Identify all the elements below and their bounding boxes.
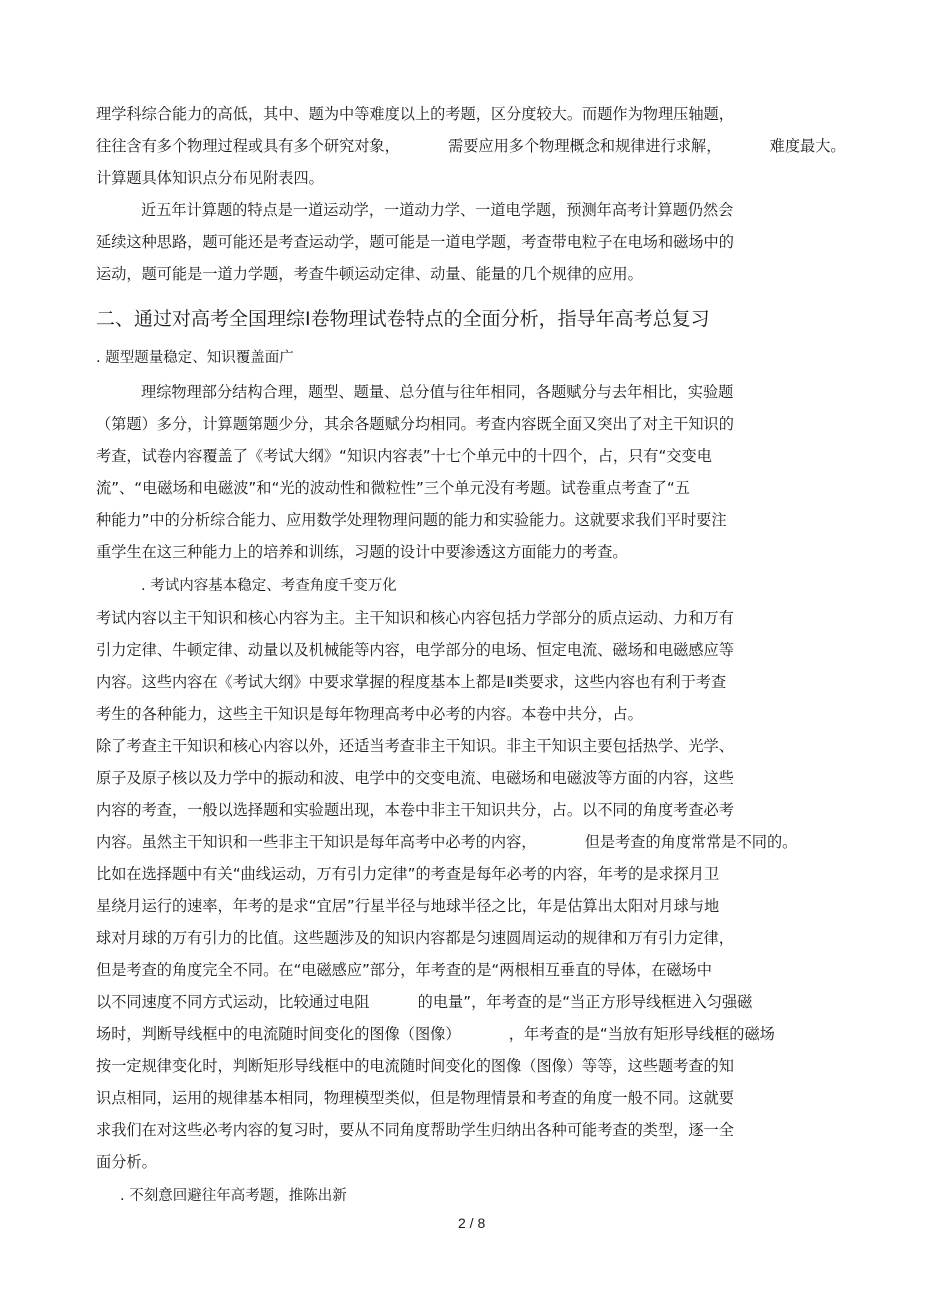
text-line: 种能力”中的分析综合能力、应用数学处理物理问题的能力和实验能力。这就要求我们平时要注 xyxy=(96,511,727,529)
text-line: 重学生在这三种能力上的培养和训练，习题的设计中要渗透这方面能力的考查。 xyxy=(96,543,628,561)
text-line: 场时，判断导线框中的电流随时间变化的图像（图像） ，年考查的是“当放有矩形导线框的磁场 xyxy=(96,1025,775,1043)
text-line: 考试内容以主干知识和核心内容为主。主干知识和核心内容包括力学部分的质点运动、力和万有 xyxy=(96,609,734,627)
text-line: 面分析。 xyxy=(96,1153,157,1171)
text-line: 原子及原子核以及力学中的振动和波、电学中的交变电流、电磁场和电磁波等方面的内容，这些 xyxy=(96,769,734,787)
subsection-title: . 不刻意回避往年高考题，推陈出新 xyxy=(120,1188,347,1204)
page-number: 2 / 8 xyxy=(458,1215,486,1231)
text-line: 但是考查的角度完全不同。在“电磁感应”部分，年考查的是“两根相互垂直的导体，在磁场中 xyxy=(96,961,712,979)
text-line: （第题）多分，计算题第题少分，其余各题赋分均相同。考查内容既全面又突出了对主干知识的 xyxy=(96,415,734,433)
text-line: 理学科综合能力的高低，其中、题为中等难度以上的考题，区分度较大。而题作为物理压轴题， xyxy=(96,105,734,123)
text-line: 考生的各种能力，这些主干知识是每年物理高考中必考的内容。本卷中共分，占。 xyxy=(96,705,643,723)
text-line: 考查，试卷内容覆盖了《考试大纲》“知识内容表”十七个单元中的十四个，占，只有“交变电 xyxy=(96,447,712,465)
subsection-title: . 考试内容基本稳定、考查角度千变万化 xyxy=(141,578,397,594)
text-line: 比如在选择题中有关“曲线运动，万有引力定律”的考查是每年必考的内容，年考的是求探月卫 xyxy=(96,865,720,883)
text-line: 计算题具体知识点分布见附表四。 xyxy=(96,169,324,187)
text-line: 星绕月运行的速率，年考的是求“宜居”行星半径与地球半径之比，年是估算出太阳对月球与地 xyxy=(96,897,720,915)
text-line: 运动，题可能是一道力学题，考查牛顿运动定律、动量、能量的几个规律的应用。 xyxy=(96,265,643,283)
text-line: 流”、“电磁场和电磁波”和“光的波动性和微粒性”三个单元没有考题。试卷重点考查了“五 xyxy=(96,479,690,497)
text-line: 延续这种思路，题可能还是考查运动学，题可能是一道电学题，考查带电粒子在电场和磁场中的 xyxy=(96,233,734,251)
text-line: 按一定规律变化时，判断矩形导线框中的电流随时间变化的图像（图像）等等，这些题考查的知 xyxy=(96,1057,734,1075)
text-line: 除了考查主干知识和核心内容以外，还适当考查非主干知识。非主干知识主要包括热学、光学、 xyxy=(96,737,734,755)
text-line: 以不同速度不同方式运动，比较通过电阻 的电量”，年考查的是“当正方形导线框进入匀强磁 xyxy=(96,993,753,1011)
text-line: 往往含有多个物理过程或具有多个研究对象， 需要应用多个物理概念和规律进行求解， 难度最大。 xyxy=(96,137,846,155)
subsection-title: . 题型题量稳定、知识覆盖面广 xyxy=(96,350,294,366)
text-line: 理综物理部分结构合理，题型、题量、总分值与往年相同，各题赋分与去年相比，实验题 xyxy=(141,383,734,401)
text-line: 引力定律、牛顿定律、动量以及机械能等内容，电学部分的电场、恒定电流、磁场和电磁感应等 xyxy=(96,641,734,659)
text-line: 内容的考查，一般以选择题和实验题出现，本卷中非主干知识共分，占。以不同的角度考查必考 xyxy=(96,801,734,819)
text-line: 识点相同，运用的规律基本相同，物理模型类似，但是物理情景和考查的角度一般不同。这就要 xyxy=(96,1089,734,1107)
text-line: 求我们在对这些必考内容的复习时，要从不同角度帮助学生归纳出各种可能考查的类型，逐一全 xyxy=(96,1121,734,1139)
section-heading: 二、通过对高考全国理综Ⅰ卷物理试卷特点的全面分析，指导年高考总复习 xyxy=(96,308,710,330)
text-line: 内容。虽然主干知识和一些非主干知识是每年高考中必考的内容， 但是考查的角度常常是不同的。 xyxy=(96,833,798,851)
text-line: 球对月球的万有引力的比值。这些题涉及的知识内容都是匀速圆周运动的规律和万有引力定律， xyxy=(96,929,734,947)
text-line: 近五年计算题的特点是一道运动学，一道动力学、一道电学题，预测年高考计算题仍然会 xyxy=(141,201,734,219)
text-line: 内容。这些内容在《考试大纲》中要求掌握的程度基本上都是Ⅱ类要求，这些内容也有利于考查 xyxy=(96,673,727,691)
